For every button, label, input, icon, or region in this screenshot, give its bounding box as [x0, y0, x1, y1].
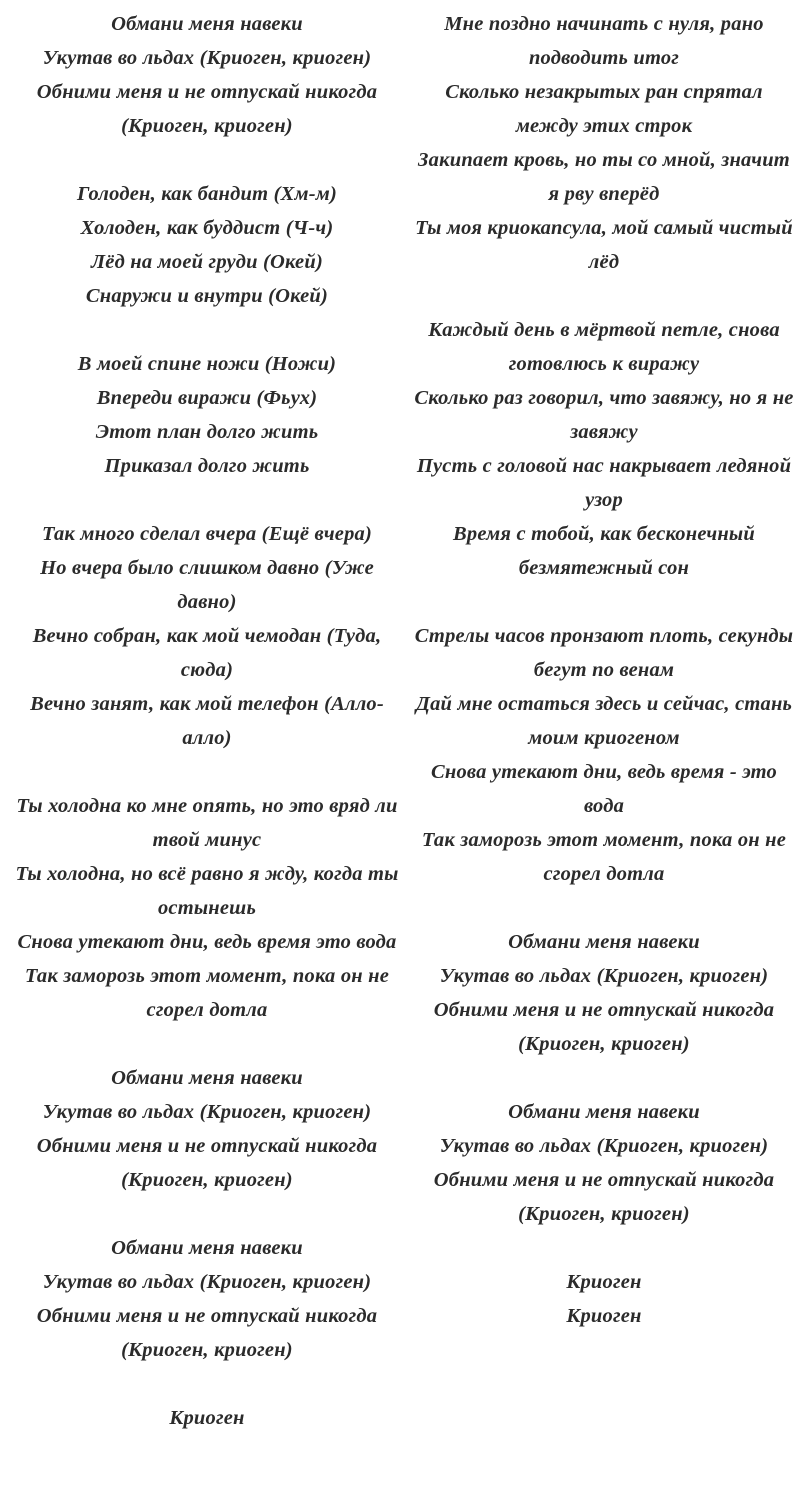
lyric-line: Каждый день в мёртвой петле, снова готовлюсь к виражу — [428, 319, 780, 375]
lyric-line: Обмани меня навеки — [111, 1237, 303, 1259]
lyric-line: (Криоген, криоген) — [518, 1203, 690, 1225]
lyric-line: Криоген — [566, 1305, 642, 1327]
stanza — [10, 7, 404, 143]
lyric-line: Ты моя криокапсула, мой самый чистый лёд — [415, 217, 793, 273]
lyric-line: Обмани меня навеки — [111, 13, 303, 35]
lyric-line: Ты холодна, но всё равно я жду, когда ты остынешь — [15, 863, 399, 919]
lyric-line: Укутав во льдах (Криоген, криоген) — [42, 1271, 372, 1293]
lyric-line: Обмани меня навеки — [111, 1067, 303, 1089]
lyric-line: Укутав во льдах (Криоген, криоген) — [42, 1101, 372, 1123]
lyric-line: Впереди виражи (Фьух) — [96, 387, 318, 409]
lyric-line: Закипает кровь, но ты со мной, значит я рву вперёд — [418, 149, 790, 205]
lyric-line: Приказал долго жить — [104, 455, 310, 477]
lyric-line: Обмани меня навеки — [508, 1101, 700, 1123]
lyric-line: В моей спине ножи (Ножи) — [77, 353, 337, 375]
lyric-line: Этот план долго жить — [95, 421, 319, 443]
lyric-line: Время с тобой, как бесконечный безмятежный сон — [453, 523, 755, 579]
lyric-line: Но вчера было слишком давно (Уже давно) — [40, 557, 374, 613]
stanza — [10, 347, 404, 483]
stanza — [414, 619, 794, 891]
stanza — [10, 517, 404, 755]
lyric-line: Так заморозь этот момент, пока он не сгорел дотла — [421, 829, 787, 885]
lyric-line: Лёд на моей груди (Окей) — [91, 251, 323, 273]
lyric-line: Так много сделал вчера (Ещё вчера) — [41, 523, 373, 545]
lyric-line: Обними меня и не отпускай никогда — [36, 81, 378, 103]
lyric-line: (Криоген, криоген) — [518, 1033, 690, 1055]
stanza — [414, 1095, 794, 1231]
lyric-line: Вечно собран, как мой чемодан (Туда, сюда) — [32, 625, 382, 681]
stanza — [414, 7, 794, 279]
lyric-line: Сколько раз говорил, что завяжу, но я не завяжу — [414, 387, 794, 443]
lyric-line: Снова утекают дни, ведь время - это вода — [431, 761, 777, 817]
lyric-line: Стрелы часов пронзают плоть, секунды бегут по венам — [414, 625, 794, 681]
lyric-line: Обними меня и не отпускай никогда — [433, 999, 775, 1021]
stanza — [10, 789, 404, 1027]
lyric-line: Криоген — [566, 1271, 642, 1293]
stanza — [414, 1265, 794, 1333]
lyric-line: Вечно занят, как мой телефон (Алло-алло) — [30, 693, 384, 749]
lyric-line: (Криоген, криоген) — [121, 115, 293, 137]
lyric-line: Укутав во льдах (Криоген, криоген) — [439, 1135, 769, 1157]
lyric-line: Снаружи и внутри (Окей) — [85, 285, 329, 307]
lyric-line: Дай мне остаться здесь и сейчас, стань моим криогеном — [415, 693, 793, 749]
lyric-line: Ты холодна ко мне опять, но это вряд ли твой минус — [16, 795, 398, 851]
lyrics-column-right — [410, 7, 800, 1504]
lyric-line: Обними меня и не отпускай никогда — [433, 1169, 775, 1191]
stanza — [10, 177, 404, 313]
lyric-line: (Криоген, криоген) — [121, 1169, 293, 1191]
lyric-line: Голоден, как бандит (Хм-м) — [76, 183, 338, 205]
lyric-line: Сколько незакрытых ран спрятал между этих строк — [445, 81, 763, 137]
lyric-line: Обмани меня навеки — [508, 931, 700, 953]
stanza — [10, 1231, 404, 1367]
stanza — [414, 313, 794, 585]
stanza — [10, 1401, 404, 1435]
lyric-line: Мне поздно начинать с нуля, рано подводить итог — [444, 13, 764, 69]
lyric-line: Обними меня и не отпускай никогда — [36, 1135, 378, 1157]
lyric-line: Снова утекают дни, ведь время это вода — [17, 931, 397, 953]
stanza — [10, 1061, 404, 1197]
lyric-line: Пусть с головой нас накрывает ледяной узор — [416, 455, 792, 511]
lyrics-column-left — [0, 7, 410, 1504]
lyric-line: Укутав во льдах (Криоген, криоген) — [42, 47, 372, 69]
lyric-line: Холоден, как буддист (Ч-ч) — [80, 217, 334, 239]
lyric-line: Так заморозь этот момент, пока он не сгорел дотла — [24, 965, 390, 1021]
lyric-line: Укутав во льдах (Криоген, криоген) — [439, 965, 769, 987]
lyric-line: (Криоген, криоген) — [121, 1339, 293, 1361]
stanza — [414, 925, 794, 1061]
lyric-line: Обними меня и не отпускай никогда — [36, 1305, 378, 1327]
lyric-line: Криоген — [169, 1407, 245, 1429]
